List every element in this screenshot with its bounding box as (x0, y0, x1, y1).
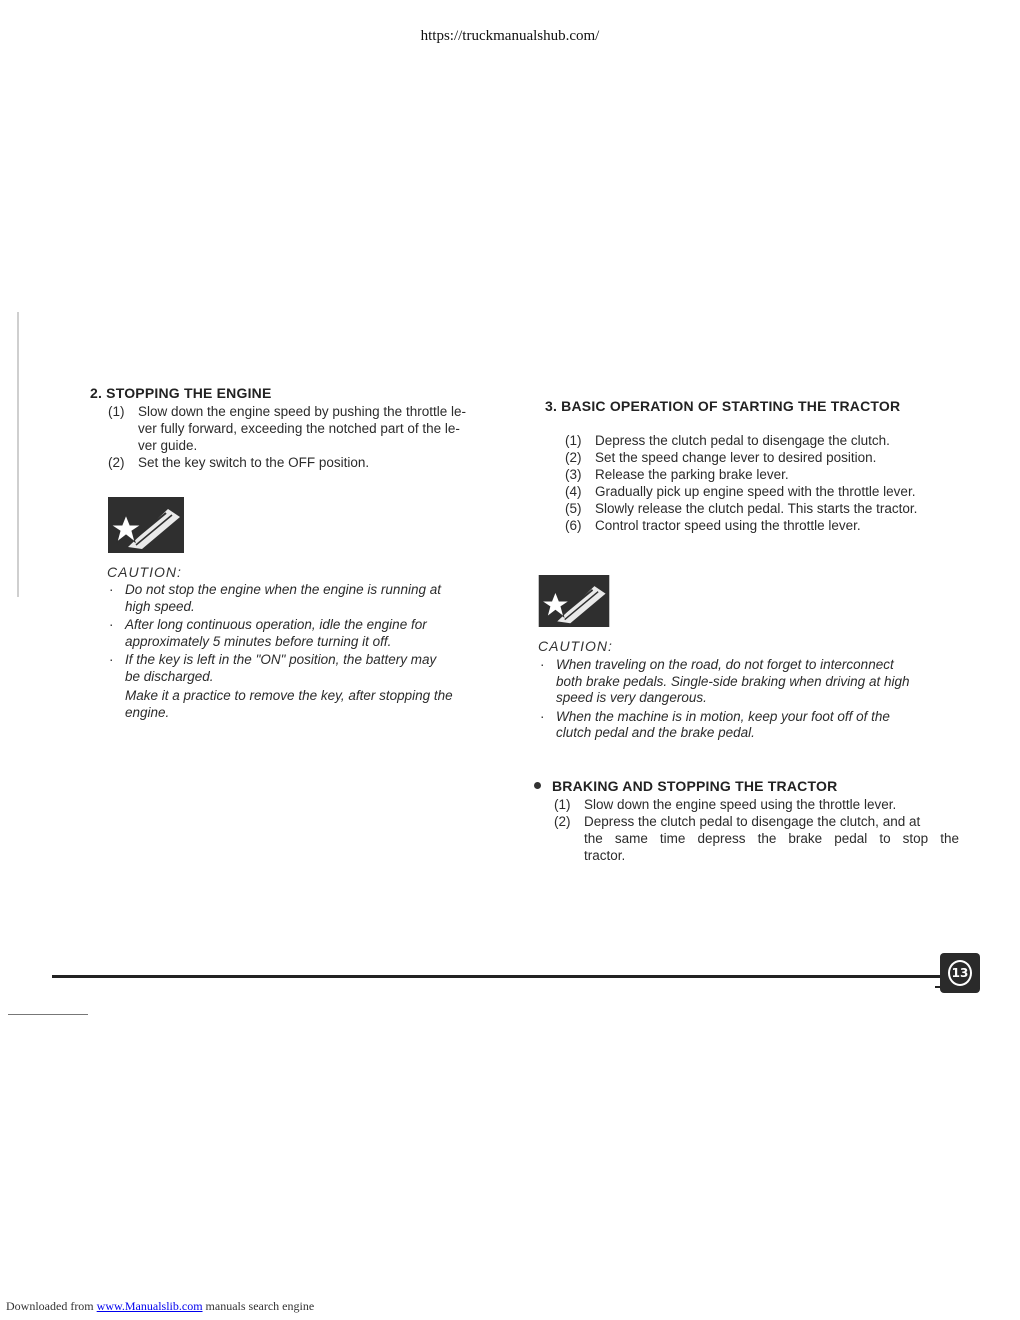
caution-line: When traveling on the road, do not forget to interconnect (556, 657, 894, 672)
bullet-icon (534, 782, 541, 789)
caution-item (107, 582, 517, 615)
braking-heading (534, 778, 974, 795)
step-item (565, 466, 975, 483)
caution-title: CAUTION: (538, 638, 613, 654)
step-text: Depress the clutch pedal to disengage the clutch. (595, 433, 890, 448)
step-item (565, 449, 975, 466)
step-text-cont: the same time depress the brake pedal to stop the (584, 831, 959, 846)
step-item (108, 403, 515, 454)
step-item (565, 432, 975, 449)
caution-line: After long continuous operation, idle the engine for (125, 617, 427, 632)
caution-item (538, 709, 973, 742)
step-text: Set the speed change lever to desired position. (595, 450, 877, 465)
step-number: (6) (565, 518, 582, 533)
step-item (565, 517, 975, 534)
left-caution (107, 560, 517, 721)
right-column (545, 398, 975, 534)
section-heading-basic-operation: 3. BASIC OPERATION OF STARTING THE TRACTOR (545, 398, 901, 414)
margin-line (17, 312, 19, 597)
right-caution (538, 634, 973, 742)
step-text-cont: ver guide. (138, 438, 198, 453)
bullet-dot: · (540, 708, 545, 724)
step-number: (2) (565, 450, 582, 465)
caution-line: Do not stop the engine when the engine is running at (125, 582, 441, 597)
caution-item (538, 657, 973, 707)
caution-item (107, 617, 517, 650)
step-number: (2) (554, 814, 571, 829)
footer-suffix: manuals search engine (205, 1299, 315, 1313)
step-text: Slowly release the clutch pedal. This starts the tractor. (595, 501, 918, 516)
step-number: (1) (565, 433, 582, 448)
caution-line: approximately 5 minutes before turning it off. (125, 633, 392, 649)
caution-line: clutch pedal and the brake pedal. (556, 725, 755, 740)
caution-line: If the key is left in the "ON" position, the battery may (125, 652, 437, 667)
scan-mark (8, 1014, 88, 1015)
step-number: (4) (565, 484, 582, 499)
bullet-dot: · (540, 657, 545, 672)
step-item (565, 500, 975, 517)
braking-section (534, 778, 974, 864)
step-number: (3) (565, 467, 582, 482)
step-number: (1) (108, 404, 125, 419)
caution-line: high speed. (125, 598, 195, 614)
caution-item (107, 652, 517, 721)
caution-line: engine. (125, 704, 170, 720)
step-text-cont: ver fully forward, exceeding the notched part of the le- (138, 421, 460, 436)
step-text: Set the key switch to the OFF position. (138, 455, 370, 470)
download-footer (6, 1299, 314, 1314)
caution-star-icon (538, 575, 610, 627)
caution-title: CAUTION: (107, 564, 182, 580)
page-number-badge (940, 953, 980, 993)
step-text: Release the parking brake lever. (595, 467, 789, 482)
step-item (108, 454, 515, 471)
caution-line: Make it a practice to remove the key, after stopping the (125, 688, 453, 703)
step-item (554, 796, 974, 813)
caution-line: When the machine is in motion, keep your foot off of the (556, 708, 890, 724)
caution-line: be discharged. (125, 668, 214, 684)
step-number: (1) (554, 797, 571, 812)
manualslib-link[interactable]: www.Manualslib.com (96, 1299, 203, 1313)
step-number: (5) (565, 501, 582, 516)
step-text: Slow down the engine speed by pushing the throttle le- (138, 404, 466, 419)
step-text: Control tractor speed using the throttle lever. (595, 518, 861, 533)
braking-heading-text: BRAKING AND STOPPING THE TRACTOR (552, 778, 838, 794)
caution-star-icon (108, 497, 184, 553)
left-column (90, 385, 515, 471)
step-number: (2) (108, 455, 125, 470)
step-text: Slow down the engine speed using the throttle lever. (584, 797, 897, 812)
caution-line: speed is very dangerous. (556, 690, 707, 705)
bullet-dot: · (109, 652, 114, 667)
footer-prefix: Downloaded from (6, 1299, 94, 1313)
caution-line: both brake pedals. Single-side braking when driving at high (556, 673, 910, 689)
bullet-dot: · (109, 582, 114, 597)
step-text-cont: tractor. (584, 848, 626, 863)
step-text: Gradually pick up engine speed with the throttle lever. (595, 484, 916, 499)
step-item (565, 483, 975, 500)
page-number: 13 (948, 960, 972, 986)
step-item (554, 813, 974, 864)
bottom-rule (52, 975, 942, 978)
source-url: https://truckmanualshub.com/ (420, 28, 600, 44)
step-text: Depress the clutch pedal to disengage the clutch, and at (584, 814, 921, 829)
bullet-dot: · (109, 617, 114, 632)
section-heading-stopping-engine: 2. STOPPING THE ENGINE (90, 385, 272, 401)
